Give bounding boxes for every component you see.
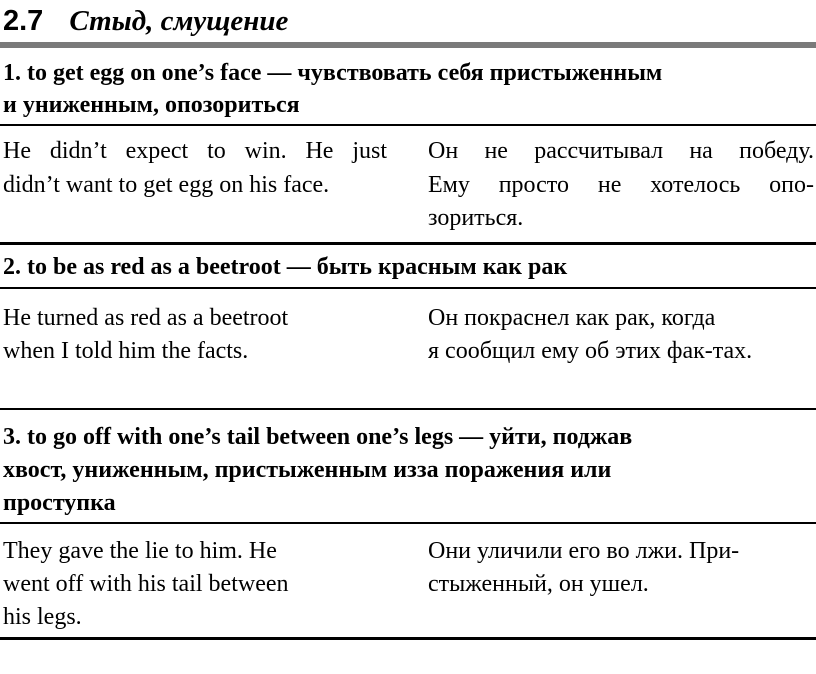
entry-1-heading-line-2: и униженным, опозориться [3,92,300,118]
section-title [3,4,288,38]
entry-3-end-rule [0,637,816,640]
entry-3-russian-line-2: стыженный, он ушел. [428,571,649,597]
entry-3-heading-line-1: 3. to go off with one’s tail between one’s legs — уйти, поджав [3,424,633,450]
entry-1-end-rule [0,242,816,245]
entry-2-english-line-2: when I told him the facts. [3,338,249,364]
entry-3-heading-line-2: хвост, униженным, пристыженным изза поражения или [3,457,612,483]
entry-2-heading-rule [0,287,816,289]
entry-1-russian-line-3: зориться. [428,205,524,231]
entry-3-english-line-1: They gave the lie to him. He [3,538,277,564]
section-number: 2.7 [3,5,44,37]
entry-2-english-line-1: He turned as red as a beetroot [3,305,289,331]
entry-2-end-rule [0,408,816,410]
entry-1-russian-line-1: Он не рассчитывал на победу. [428,138,814,164]
section-name: Стыд, смущение [69,5,289,37]
entry-1-english-line-2: didn’t want to get egg on his face. [3,172,330,198]
entry-1-russian-line-2: Ему просто не хотелось опо- [428,172,814,198]
entry-3-english-line-2: went off with his tail between [3,571,289,597]
entry-2-russian-line-1: Он покраснел как рак, когда [428,305,716,331]
section-divider [0,42,816,48]
entry-3-english-line-3: his legs. [3,604,82,630]
entry-1-heading-rule [0,124,816,126]
entry-2-russian-line-2: я сообщил ему об этих фак-тах. [428,338,753,364]
entry-1-heading-line-1: 1. to get egg on one’s face — чувствовать себя пристыженным [3,60,663,86]
entry-3-heading-line-3: проступка [3,490,116,516]
entry-1-english-line-1: He didn’t expect to win. He just [3,138,387,164]
entry-3-heading-rule [0,522,816,524]
entry-3-russian-line-1: Они уличили его во лжи. При- [428,538,740,564]
entry-2-heading: 2. to be as red as a beetroot — быть красным как рак [3,254,568,280]
